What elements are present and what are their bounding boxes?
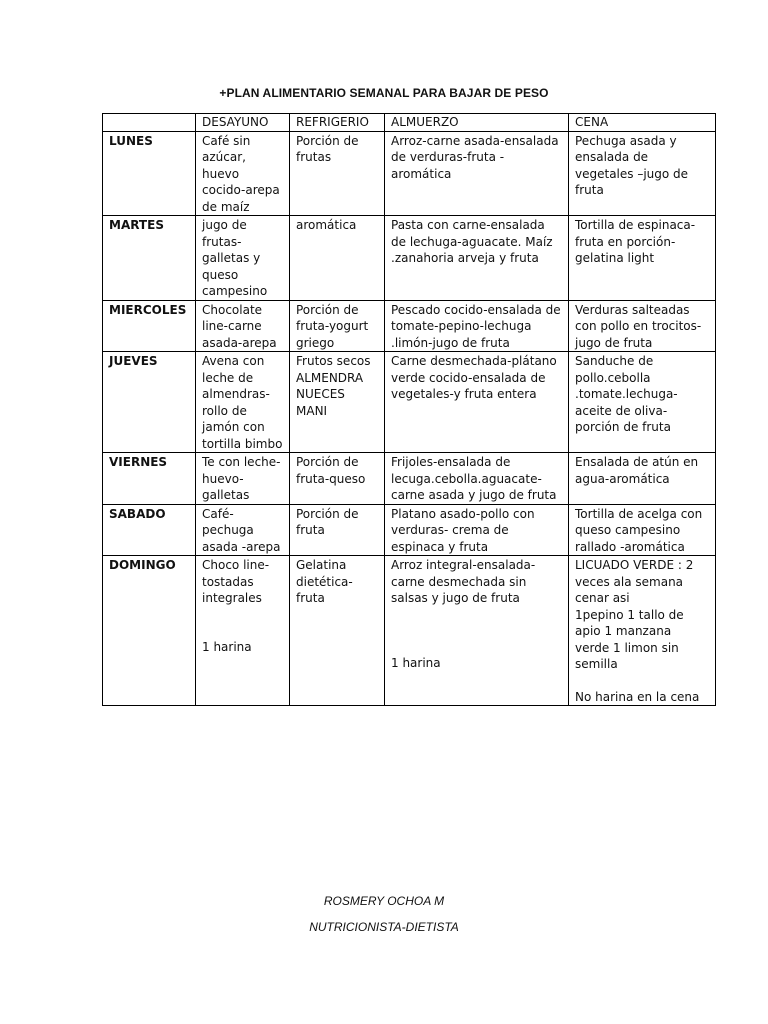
cena-cell: Ensalada de atún en agua-aromática (569, 453, 716, 505)
signature-role: NUTRICIONISTA-DIETISTA (309, 920, 459, 934)
day-cell: JUEVES (103, 352, 196, 453)
table-row (103, 300, 716, 352)
desayuno-cell: Café sin azúcar, huevo cocido-arepa de maíz (196, 131, 290, 216)
almuerzo-cell: Frijoles-ensalada de lecuga.cebolla.aguacate-carne asada y jugo de fruta (385, 453, 569, 505)
header-cena: CENA (569, 114, 716, 132)
table-row (103, 556, 716, 706)
table-row (103, 131, 716, 216)
almuerzo-cell: Pescado cocido-ensalada de tomate-pepino-lechuga .limón-jugo de fruta (385, 300, 569, 352)
cena-cell: Sanduche de pollo.cebolla .tomate.lechuga-aceite de oliva-porción de fruta (569, 352, 716, 453)
desayuno-text: Choco line-tostadas integrales (202, 558, 270, 605)
refrigerio-cell: Frutos secos ALMENDRA NUECES MANI (290, 352, 385, 453)
desayuno-cell: Café-pechuga asada -arepa (196, 504, 290, 556)
day-cell: MARTES (103, 216, 196, 301)
desayuno-cell: jugo de frutas-galletas y queso campesino (196, 216, 290, 301)
desayuno-cell: Te con leche-huevo-galletas (196, 453, 290, 505)
table-row (103, 352, 716, 453)
refrigerio-cell: Gelatina dietética-fruta (290, 556, 385, 706)
almuerzo-cell: Platano asado-pollo con verduras- crema de espinaca y fruta (385, 504, 569, 556)
day-cell: VIERNES (103, 453, 196, 505)
refrigerio-cell: Porción de fruta-queso (290, 453, 385, 505)
almuerzo-note: 1 harina (391, 655, 441, 670)
almuerzo-cell: Carne desmechada-plátano verde cocido-ensalada de vegetales-y fruta entera (385, 352, 569, 453)
day-cell: LUNES (103, 131, 196, 216)
refrigerio-cell: Porción de fruta-yogurt griego (290, 300, 385, 352)
refrigerio-cell: aromática (290, 216, 385, 301)
cena-cell: Tortilla de acelga con queso campesino rallado -aromática (569, 504, 716, 556)
header-refrigerio: REFRIGERIO (290, 114, 385, 132)
table-row (103, 504, 716, 556)
desayuno-cell: Avena con leche de almendras-rollo de jamón con tortilla bimbo (196, 352, 290, 453)
cena-line: 1pepino 1 tallo de apio 1 manzana verde 1 limon sin semilla (575, 607, 684, 671)
cena-cell (569, 556, 716, 706)
meal-plan-table (102, 113, 716, 706)
desayuno-cell: Chocolate line-carne asada-arepa (196, 300, 290, 352)
day-cell: MIERCOLES (103, 300, 196, 352)
day-cell: SABADO (103, 504, 196, 556)
header-desayuno: DESAYUNO (196, 114, 290, 132)
signature-name: ROSMERY OCHOA M (323, 894, 445, 908)
cena-cell: Verduras salteadas con pollo en trocitos-jugo de fruta (569, 300, 716, 352)
refrigerio-cell: Porción de fruta (290, 504, 385, 556)
day-cell: DOMINGO (103, 556, 196, 706)
almuerzo-cell: Arroz-carne asada-ensalada de verduras-fruta -aromática (385, 131, 569, 216)
table-row (103, 216, 716, 301)
cena-line: LICUADO VERDE : 2 veces ala semana cenar asi (575, 558, 694, 605)
document-title: +PLAN ALIMENTARIO SEMANAL PARA BAJAR DE PESO (219, 86, 549, 100)
almuerzo-text: Arroz integral-ensalada-carne desmechada sin salsas y jugo de fruta (391, 558, 536, 605)
table-row (103, 453, 716, 505)
desayuno-note: 1 harina (202, 639, 252, 654)
almuerzo-cell: Pasta con carne-ensalada de lechuga-aguacate. Maíz .zanahoria arveja y fruta (385, 216, 569, 301)
cena-cell: Pechuga asada y ensalada de vegetales –jugo de fruta (569, 131, 716, 216)
table-header-row (103, 114, 716, 132)
cena-note: No harina en la cena (575, 689, 700, 704)
header-day (103, 114, 196, 132)
cena-cell: Tortilla de espinaca-fruta en porción-gelatina light (569, 216, 716, 301)
desayuno-cell (196, 556, 290, 706)
refrigerio-cell: Porción de frutas (290, 131, 385, 216)
header-almuerzo: ALMUERZO (385, 114, 569, 132)
almuerzo-cell (385, 556, 569, 706)
